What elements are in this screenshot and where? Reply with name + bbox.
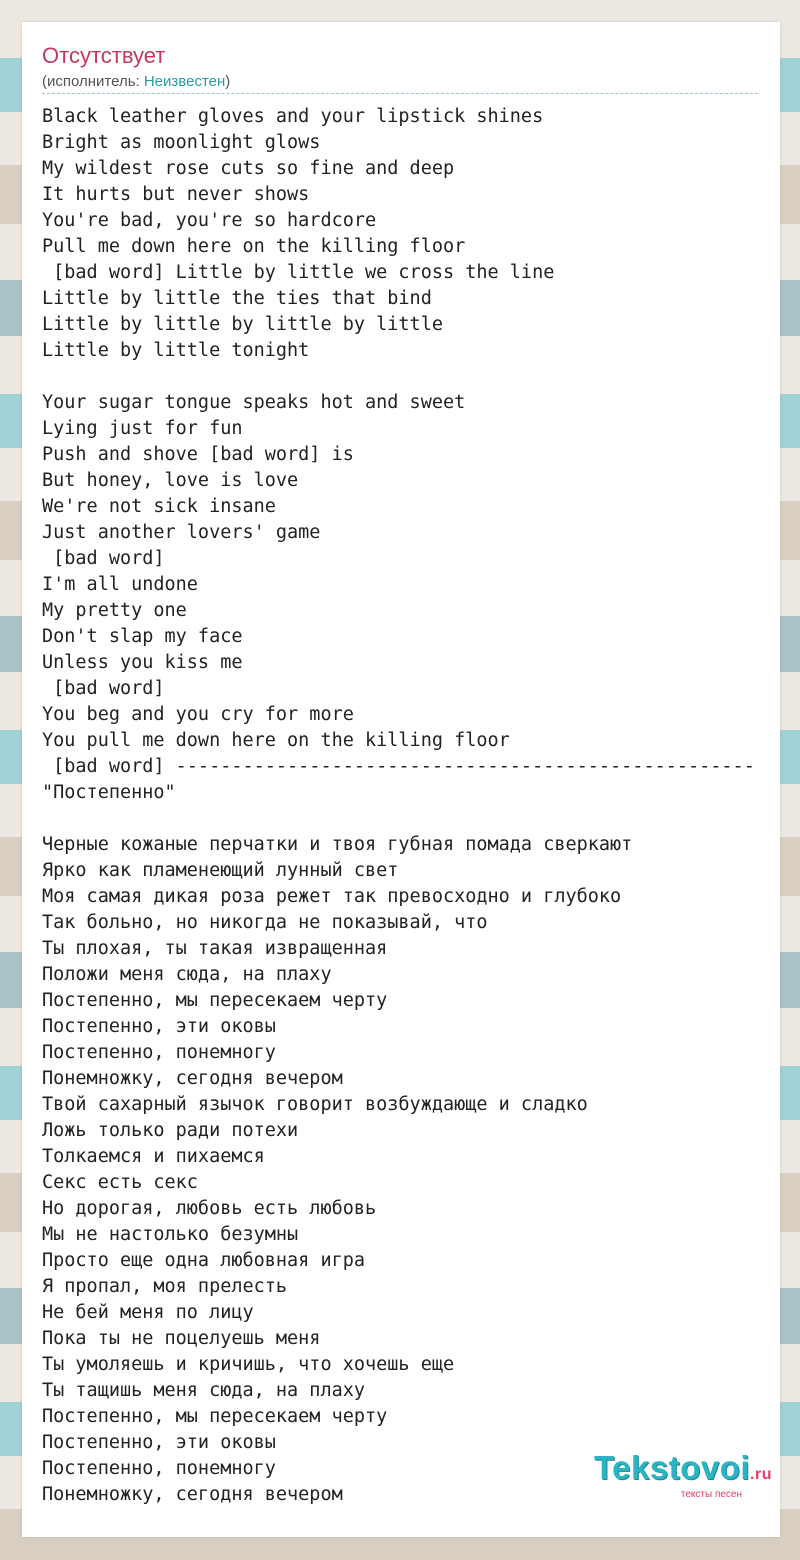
artist-line bbox=[42, 72, 230, 92]
logo-wordmark: Tekstovoi bbox=[593, 1449, 751, 1486]
site-logo[interactable] bbox=[594, 1450, 772, 1501]
artist-suffix: ) bbox=[225, 73, 231, 90]
artist-prefix: (исполнитель: bbox=[42, 73, 144, 90]
logo-tagline: тексты песен bbox=[680, 1489, 742, 1500]
lyrics-text: Black leather gloves and your lipstick shines Bright as moonlight glows My wildest rose cuts so fine and deep It hurts but never shows You're bad, you're so hardcore Pull me down here on the killing floor [bad word] Little by little we cross the line Little by little the ties that bind Little by little by little by little Little by little tonight Your sugar tongue speaks hot and sweet Lying just for fun Push and shove [bad word] is But honey, love is love We're not sick insane Just another lovers' game [bad word] I'm all undone My pretty one Don't slap my face Unless you kiss me [bad word] You beg and you cry for more You pull me down here on the killing floor [bad word] ---------------------------------------------------- "Постепенно" Черные кожаные перчатки и твоя губная помада сверкают Ярко как пламенеющий лунный свет Моя самая дикая роза режет так превосходно и глубоко Так больно, но никогда не показывай, что Ты плохая, ты такая извращенная Положи меня сюда, на плаху Постепенно, мы пересекаем черту Постепенно, эти оковы Постепенно, понемногу Понемножку, сегодня вечером Твой сахарный язычок говорит возбуждающе и сладко Ложь только ради потехи Толкаемся и пихаемся Секс есть секс Но дорогая, любовь есть любовь Мы не настолько безумны Просто еще одна любовная игра Я пропал, моя прелесть Не бей меня по лицу Пока ты не поцелуешь меня Ты умоляешь и кричишь, что хочешь еще Ты тащишь меня сюда, на плаху Постепенно, мы пересекаем черту Постепенно, эти оковы Постепенно, понемногу Понемножку, сегодня вечером bbox=[42, 106, 755, 1505]
artist-link[interactable]: Неизвестен bbox=[143, 73, 226, 90]
song-title: Отсутствует bbox=[42, 43, 166, 68]
lyrics-card bbox=[22, 22, 780, 1537]
logo-tld: .ru bbox=[750, 1466, 772, 1483]
title-divider bbox=[42, 93, 758, 94]
